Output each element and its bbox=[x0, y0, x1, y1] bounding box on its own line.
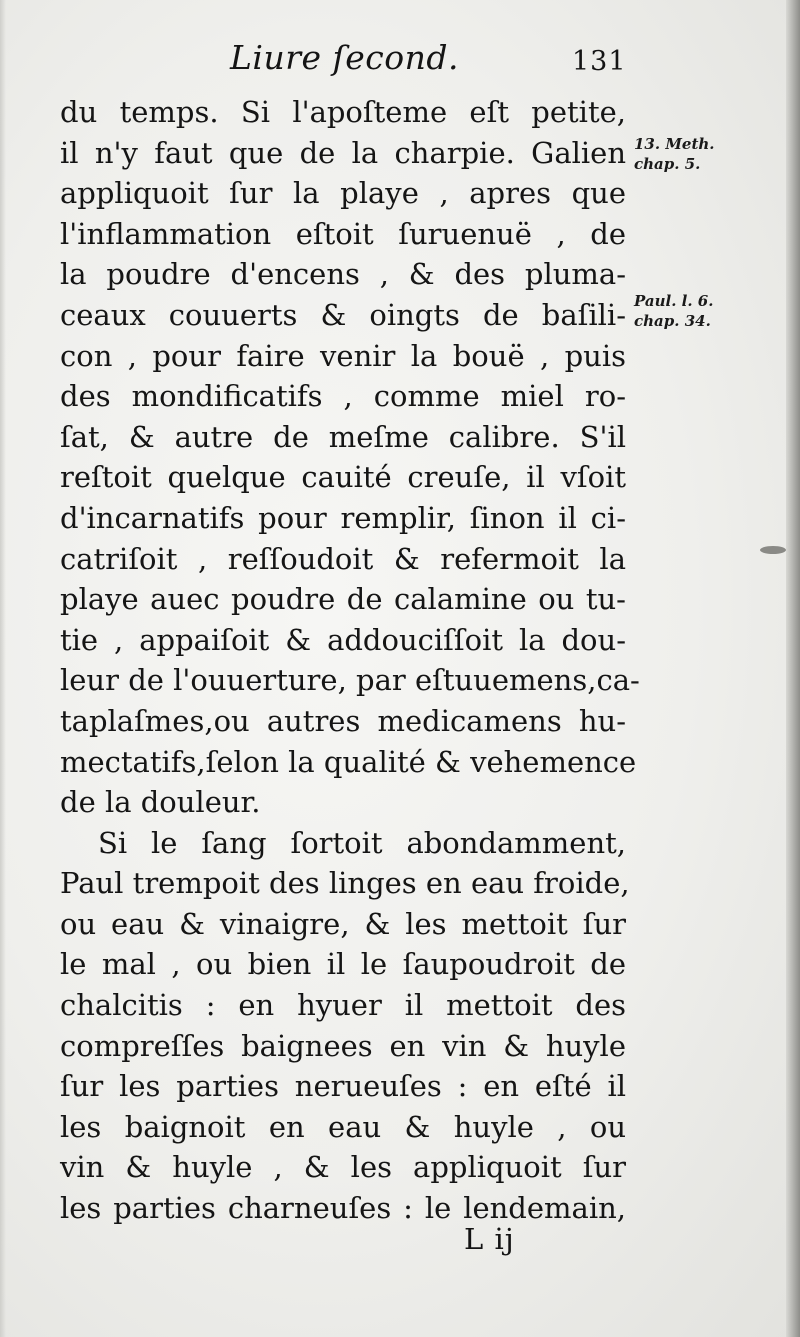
text-line: Paul trempoit des linges en eau froide, bbox=[60, 866, 630, 901]
text-line: du temps. Si l'apoſteme eſt petite, bbox=[60, 95, 626, 129]
running-title: Liure ſecond. bbox=[230, 38, 459, 77]
text-line: mectatifs,ſelon la qualité & vehemence bbox=[60, 744, 637, 779]
text-line: appliquoit ſur la playe , apres que bbox=[60, 176, 626, 211]
text-line: l'inflammation eſtoit ſuruenuë , de bbox=[60, 216, 626, 251]
margin-note-line: Paul. l. 6. bbox=[634, 292, 714, 310]
text-line: ſat, & autre de meſme calibre. S'il bbox=[60, 419, 626, 454]
margin-note-line: chap. 34. bbox=[634, 312, 711, 330]
body-text bbox=[60, 92, 640, 1229]
text-line: ceaux couuerts & oingts de baſili- bbox=[60, 297, 626, 332]
text-line: playe auec poudre de calamine ou tu- bbox=[60, 582, 626, 617]
text-line: tie , appaiſoit & addouciſſoit la dou- bbox=[60, 622, 626, 657]
page-edge-shadow bbox=[786, 0, 800, 1337]
ink-speck bbox=[760, 546, 786, 554]
page-gutter-shadow bbox=[0, 0, 6, 1337]
text-line: le mal , ou bien il le ſaupoudroit de bbox=[60, 947, 626, 982]
page-header bbox=[0, 38, 800, 88]
text-line: des mondificatifs , comme miel ro- bbox=[60, 379, 626, 414]
margin-note bbox=[634, 134, 715, 174]
text-line: la poudre d'encens , & des pluma- bbox=[60, 257, 626, 292]
signature-mark: L ij bbox=[464, 1222, 515, 1256]
text-line: reſtoit quelque cauité creuſe, il vſoit bbox=[60, 460, 626, 495]
margin-note bbox=[634, 291, 713, 331]
text-line: d'incarnatifs pour remplir, ſinon il ci- bbox=[60, 500, 626, 535]
margin-note-line: 13. Meth. bbox=[634, 135, 715, 153]
text-line: il n'y faut que de la charpie. Galien bbox=[60, 135, 626, 170]
text-line: vin & huyle , & les appliquoit ſur bbox=[60, 1150, 626, 1185]
text-line: les parties charneuſes : le lendemain, bbox=[60, 1191, 626, 1226]
paragraph-end-line: de la douleur. bbox=[60, 785, 261, 820]
text-line: compreſſes baignees en vin & huyle bbox=[60, 1028, 626, 1063]
paragraph-start-line: Si le ſang ſortoit abondamment, bbox=[98, 825, 626, 860]
text-line: ſur les parties nerueuſes : en eſté il bbox=[60, 1069, 626, 1104]
text-line: ou eau & vinaigre, & les mettoit ſur bbox=[60, 906, 626, 941]
margin-note-line: chap. 5. bbox=[634, 155, 701, 173]
text-line: taplaſmes,ou autres medicamens hu- bbox=[60, 703, 626, 738]
text-line: chalcitis : en hyuer il mettoit des bbox=[60, 988, 626, 1023]
text-line: catriſoit , reſſoudoit & refermoit la bbox=[60, 541, 626, 576]
text-line: leur de l'ouuerture, par eſtuuemens,ca- bbox=[60, 663, 640, 698]
text-line: con , pour faire venir la bouë , puis bbox=[60, 338, 626, 373]
text-line: les baignoit en eau & huyle , ou bbox=[60, 1109, 626, 1144]
page-number: 131 bbox=[572, 46, 627, 77]
